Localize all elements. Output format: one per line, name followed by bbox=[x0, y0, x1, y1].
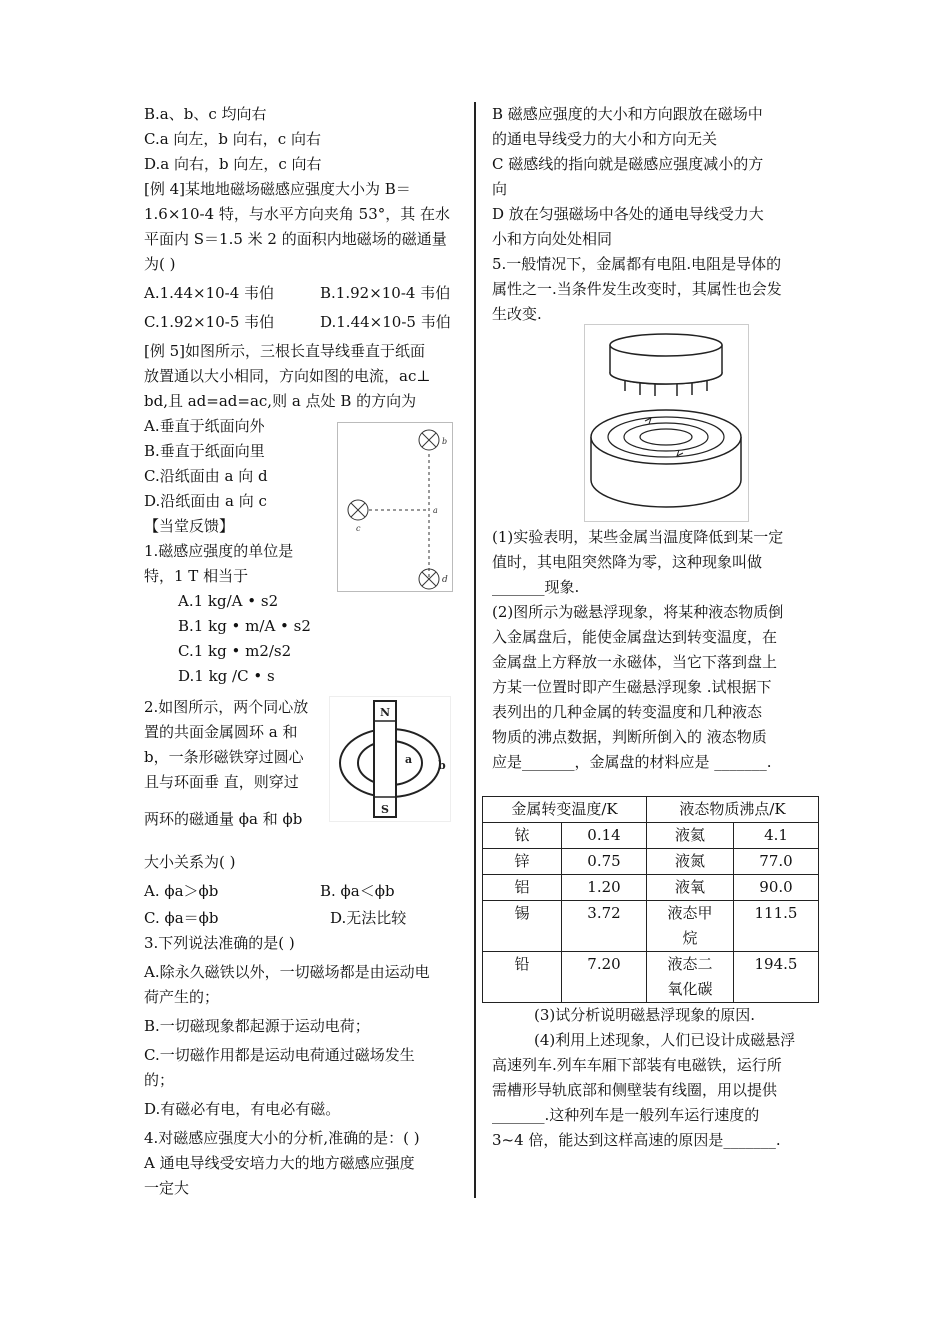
label-d: d bbox=[442, 575, 448, 585]
text-line: C.一切磁作用都是运动电荷通过磁场发生 bbox=[144, 1046, 415, 1064]
text-line: 应是_______，金属盘的材料应是 _______. bbox=[492, 753, 772, 771]
table-cell: 液氮 bbox=[647, 849, 734, 875]
example4-block bbox=[144, 102, 474, 277]
table-cell: 0.14 bbox=[562, 823, 647, 849]
table-cell: 锡 bbox=[483, 901, 562, 952]
option-a: A.1.44×10-4 韦伯 bbox=[144, 284, 275, 302]
text-line: 2.如图所示，两个同心放 bbox=[144, 698, 309, 716]
q5-block bbox=[492, 525, 812, 775]
text-line: 特，1 T 相当于 bbox=[144, 567, 249, 585]
text-line: 两环的磁通量 ϕa 和 ϕb bbox=[144, 810, 303, 828]
q4-continued bbox=[492, 102, 812, 327]
text-line: D 放在匀强磁场中各处的通电导线受力大 bbox=[492, 205, 764, 223]
text-line: 且与环面垂 直，则穿过 bbox=[144, 773, 299, 791]
text-line: D.有磁必有电，有电必有磁。 bbox=[144, 1100, 341, 1118]
column-divider bbox=[474, 102, 476, 1198]
option-b: B.1 kg • m/A • s2 bbox=[178, 617, 311, 635]
table-cell: 锌 bbox=[483, 849, 562, 875]
table-cell: 液氧 bbox=[647, 875, 734, 901]
text-line: 3~4 倍，能达到这样高速的原因是_______. bbox=[492, 1131, 781, 1149]
option-a: A.1 kg/A • s2 bbox=[178, 592, 279, 610]
text-line: 的； bbox=[144, 1071, 175, 1089]
text-line: B.a、b、c 均向右 bbox=[144, 105, 267, 123]
table-row bbox=[483, 952, 819, 1003]
table-header: 液态物质沸点/K bbox=[647, 797, 819, 823]
text-line: 需槽形导轨底部和侧壁装有线圈，用以提供 bbox=[492, 1081, 778, 1099]
table-cell: 194.5 bbox=[734, 952, 819, 1003]
text-line: 金属盘上方释放一永磁体，当它下落到盘上 bbox=[492, 653, 778, 671]
text-line: 入金属盘后，能使金属盘达到转变温度，在 bbox=[492, 628, 778, 646]
text-line: 1.6×10-4 特，与水平方向夹角 53°，其 在水 bbox=[144, 205, 451, 223]
option-a: A. ϕa＞ϕb bbox=[144, 882, 219, 900]
text-line: 小和方向处处相同 bbox=[492, 230, 613, 248]
ring-b-label: b bbox=[438, 759, 446, 772]
text-line: 为( ) bbox=[144, 255, 176, 273]
option-d: D.1 kg /C • s bbox=[178, 667, 275, 685]
label-c: c bbox=[356, 524, 361, 533]
text-line: 生改变. bbox=[492, 305, 542, 323]
text-line: 置的共面金属圆环 a 和 bbox=[144, 723, 298, 741]
text-line: 荷产生的； bbox=[144, 988, 220, 1006]
three-wires-diagram bbox=[338, 423, 452, 591]
q1-options bbox=[144, 589, 474, 689]
text-line: [例 4]某地地磁场磁感应强度大小为 B＝ bbox=[144, 180, 411, 198]
text-line: A.除永久磁铁以外，一切磁场都是由运动电 bbox=[144, 963, 430, 981]
text-line: [例 5]如图所示，三根长直导线垂直于纸面 bbox=[144, 342, 426, 360]
text-line: C.a 向左，b 向右，c 向右 bbox=[144, 130, 321, 148]
text-line: bd,且 ad=ad=ac,则 a 点处 B 的方向为 bbox=[144, 392, 417, 410]
text-line: 的通电导线受力的大小和方向无关 bbox=[492, 130, 718, 148]
option-c: C. ϕa＝ϕb bbox=[144, 909, 219, 927]
ring-a-label: a bbox=[405, 753, 413, 766]
text-line: B.垂直于纸面向里 bbox=[144, 442, 265, 460]
table-row bbox=[483, 901, 819, 952]
table-header: 金属转变温度/K bbox=[483, 797, 647, 823]
text-line: b，一条形磁铁穿过圆心 bbox=[144, 748, 304, 766]
text-line: B 磁感应强度的大小和方向跟放在磁场中 bbox=[492, 105, 763, 123]
wire-d-icon bbox=[419, 569, 439, 589]
text-line: 放置通以大小相同，方向如图的电流，ac⊥ bbox=[144, 367, 431, 385]
option-d: D.无法比较 bbox=[330, 909, 407, 927]
text-line: 3.下列说法准确的是( ) bbox=[144, 934, 295, 952]
table-row bbox=[483, 823, 819, 849]
maglev-figure bbox=[584, 324, 749, 522]
table-cell: 90.0 bbox=[734, 875, 819, 901]
table-cell: 铅 bbox=[483, 952, 562, 1003]
table-cell: 7.20 bbox=[562, 952, 647, 1003]
text-line: B.一切磁现象都起源于运动电荷； bbox=[144, 1017, 370, 1035]
table-row bbox=[483, 875, 819, 901]
text-line: 5.一般情况下，金属都有电阻.电阻是导体的 bbox=[492, 255, 782, 273]
text-line: 属性之一.当条件发生改变时，其属性也会发 bbox=[492, 280, 782, 298]
data-table-wrapper bbox=[482, 796, 819, 1003]
section-heading: 【当堂反馈】 bbox=[144, 517, 235, 535]
table-cell: 液氦 bbox=[647, 823, 734, 849]
text-line: 高速列车.列车车厢下部装有电磁铁，运行所 bbox=[492, 1056, 782, 1074]
label-b: b bbox=[442, 437, 448, 446]
example4-options bbox=[144, 281, 474, 335]
table-cell: 液态二 氧化碳 bbox=[647, 952, 734, 1003]
table-cell: 4.1 bbox=[734, 823, 819, 849]
transition-table bbox=[482, 796, 819, 1003]
text-line: A 通电导线受安培力大的地方磁感应强度 bbox=[144, 1154, 415, 1172]
text-line: 一定大 bbox=[144, 1179, 190, 1197]
text-line: (3)试分析说明磁悬浮现象的原因. bbox=[534, 1006, 756, 1024]
text-line: D.沿纸面由 a 向 c bbox=[144, 492, 267, 510]
table-cell: 铝 bbox=[483, 875, 562, 901]
magnet-rings-diagram bbox=[330, 697, 450, 821]
text-line: (1)实验表明，某些金属当温度降低到某一定 bbox=[492, 528, 784, 546]
option-d: D.1.44×10-5 韦伯 bbox=[320, 313, 451, 331]
table-cell: 77.0 bbox=[734, 849, 819, 875]
left-column bbox=[144, 102, 474, 1201]
option-b: B.1.92×10-4 韦伯 bbox=[320, 284, 451, 302]
option-b: B. ϕa＜ϕb bbox=[320, 882, 395, 900]
table-cell: 液态甲 烷 bbox=[647, 901, 734, 952]
q5-tail bbox=[492, 1003, 812, 1153]
table-cell: 1.20 bbox=[562, 875, 647, 901]
text-line: 向 bbox=[492, 180, 508, 198]
text-line: (4)利用上述现象，人们已设计成磁悬浮 bbox=[534, 1031, 796, 1049]
text-line: D.a 向右，b 向左，c 向右 bbox=[144, 155, 322, 173]
text-line: 大小关系为( ) bbox=[144, 853, 236, 871]
table-cell: 铱 bbox=[483, 823, 562, 849]
text-line: 物质的沸点数据，判断所倒入的 液态物质 bbox=[492, 728, 767, 746]
option-c: C.1.92×10-5 韦伯 bbox=[144, 313, 275, 331]
magnet-n-label: N bbox=[379, 706, 391, 719]
label-a: a bbox=[433, 506, 438, 515]
table-cell: 111.5 bbox=[734, 901, 819, 952]
table-row bbox=[483, 849, 819, 875]
wire-b-icon bbox=[419, 430, 439, 450]
text-line: C 磁感线的指向就是磁感应强度减小的方 bbox=[492, 155, 764, 173]
text-line: A.垂直于纸面向外 bbox=[144, 417, 265, 435]
text-line: _______.这种列车是一般列车运行速度的 bbox=[492, 1106, 760, 1124]
maglev-diagram bbox=[585, 325, 748, 521]
text-line: _______现象. bbox=[492, 578, 580, 596]
text-line: 平面内 S＝1.5 米 2 的面积内地磁场的磁通量 bbox=[144, 230, 447, 248]
text-line: 方某一位置时即产生磁悬浮现象 .试根据下 bbox=[492, 678, 772, 696]
q3-block bbox=[144, 931, 474, 1201]
three-wires-figure bbox=[337, 422, 453, 592]
table-header-row bbox=[483, 797, 819, 823]
text-line: 值时，其电阻突然降为零，这种现象叫做 bbox=[492, 553, 763, 571]
text-line: 4.对磁感应强度大小的分析,准确的是：( ) bbox=[144, 1129, 420, 1147]
text-line: 1.磁感应强度的单位是 bbox=[144, 542, 294, 560]
table-cell: 3.72 bbox=[562, 901, 647, 952]
text-line: C.沿纸面由 a 向 d bbox=[144, 467, 268, 485]
option-c: C.1 kg • m2/s2 bbox=[178, 642, 292, 660]
text-line: 表列出的几种金属的转变温度和几种液态 bbox=[492, 703, 763, 721]
wire-c-icon bbox=[348, 500, 368, 520]
table-cell: 0.75 bbox=[562, 849, 647, 875]
text-line: (2)图所示为磁悬浮现象，将某种液态物质倒 bbox=[492, 603, 784, 621]
magnet-s-label: S bbox=[381, 803, 389, 816]
magnet-rings-figure bbox=[329, 696, 451, 822]
